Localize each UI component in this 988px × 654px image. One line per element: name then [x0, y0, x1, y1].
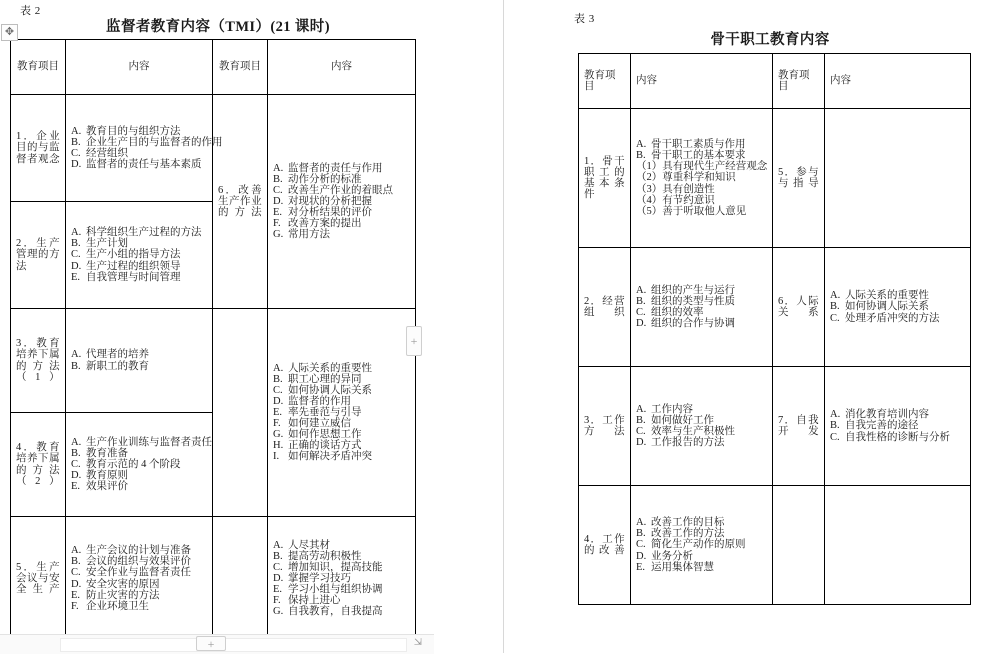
list-marker: C.	[71, 567, 81, 579]
list-text: 自我管理与时间管理	[86, 271, 181, 283]
content-line	[636, 195, 767, 206]
list-text: 有节约意识	[662, 194, 715, 206]
list-marker: I.	[273, 451, 280, 463]
table-header-row	[579, 54, 971, 109]
table-row	[11, 517, 416, 641]
education-item-cell-right[interactable]: 7．自我开发	[773, 367, 825, 486]
list-text: 教育示范的 4 个阶段	[86, 458, 181, 470]
list-marker: C.	[71, 458, 81, 470]
content-line	[71, 227, 207, 238]
list-text: 生产过程的组织领导	[86, 260, 181, 272]
list-text: 自我完善的途径	[845, 420, 919, 432]
content-line	[71, 459, 207, 470]
list-text: 安全作业与监督者责任	[86, 567, 191, 579]
content-cell-right[interactable]	[825, 109, 971, 248]
list-text: 消化教育培训内容	[845, 409, 929, 421]
list-text: 组织的效率	[651, 307, 704, 318]
list-marker: C.	[636, 539, 646, 551]
content-cell[interactable]	[66, 202, 213, 309]
list-marker: C.	[273, 561, 283, 573]
content-line	[273, 229, 410, 240]
list-marker: A.	[636, 517, 647, 529]
list-marker: D.	[636, 437, 647, 449]
content-line	[636, 184, 767, 195]
list-marker: B.	[71, 556, 81, 568]
education-item-cell-right[interactable]	[213, 309, 268, 517]
list-marker: F.	[273, 218, 281, 230]
list-marker: A.	[71, 125, 82, 137]
table-resize-handle-icon[interactable]: ⇲	[413, 637, 423, 648]
content-line	[636, 539, 767, 550]
content-cell-right[interactable]	[825, 486, 971, 605]
list-text: 如何建立威信	[288, 418, 351, 429]
education-item-cell[interactable]: 3．教育培养下属的方法（1）	[11, 309, 66, 413]
list-text: 如何解决矛盾冲突	[288, 451, 372, 463]
table-row	[579, 367, 971, 486]
content-line	[273, 374, 410, 385]
content-line	[71, 556, 207, 567]
content-line	[71, 272, 207, 283]
list-text: 如何做好工作	[651, 414, 714, 426]
list-text: 效率与生产积极性	[651, 426, 735, 437]
content-line	[273, 207, 410, 218]
content-line	[273, 573, 410, 584]
list-text: 骨干职工的基本要求	[651, 150, 746, 162]
list-marker: B.	[273, 373, 283, 385]
content-line	[830, 420, 965, 431]
list-text: 处理矛盾冲突的方法	[845, 312, 940, 324]
list-marker: A.	[71, 227, 82, 239]
list-text: 会议的组织与效果评价	[86, 556, 191, 568]
content-line	[273, 196, 410, 207]
list-text: 人尽其材	[288, 539, 330, 551]
table3-caption: 表 3	[574, 13, 595, 25]
content-line	[273, 584, 410, 595]
list-marker: C.	[273, 184, 283, 196]
list-text: 正确的谈话方式	[288, 440, 362, 452]
list-text: 监督者的作用	[288, 395, 351, 407]
content-line	[830, 409, 965, 420]
list-marker: D.	[273, 395, 284, 407]
list-marker: D.	[636, 318, 647, 330]
content-line	[71, 238, 207, 249]
list-marker: B.	[830, 420, 840, 432]
content-line	[636, 404, 767, 415]
list-text: 生产作业训练与监督者责任	[86, 436, 212, 448]
content-line	[636, 139, 767, 150]
content-line	[71, 349, 207, 360]
content-line	[636, 517, 767, 528]
education-item-cell[interactable]: 2．经营组织	[579, 248, 631, 367]
content-line	[71, 545, 207, 556]
list-text: 监督者的责任与作用	[288, 162, 383, 174]
column-header-3: 内容	[268, 40, 416, 95]
content-line	[636, 206, 767, 217]
list-marker: B.	[71, 360, 81, 372]
content-line	[71, 579, 207, 590]
list-text: 人际关系的重要性	[288, 362, 372, 374]
content-line	[636, 415, 767, 426]
table-row	[11, 95, 416, 202]
list-marker: E.	[273, 207, 283, 218]
education-item-cell[interactable]: 1．骨干职工的基本条件	[579, 109, 631, 248]
content-cell-right[interactable]	[268, 309, 416, 517]
list-marker: （3）	[636, 183, 663, 195]
list-marker: D.	[71, 159, 82, 171]
list-marker: A.	[636, 139, 647, 151]
list-marker: B.	[273, 173, 283, 185]
content-line	[636, 172, 767, 183]
list-text: 教育目的与组织方法	[86, 125, 181, 137]
content-line	[636, 161, 767, 172]
list-text: 常用方法	[288, 229, 330, 241]
list-text: 教育原则	[86, 470, 128, 481]
education-item-cell-right[interactable]	[213, 517, 268, 641]
list-text: 生产会议的计划与准备	[86, 545, 191, 557]
list-text: 改善工作的方法	[651, 528, 725, 540]
table-header-row	[11, 40, 416, 95]
list-marker: C.	[636, 307, 646, 318]
list-text: 如何协调人际关系	[845, 301, 929, 313]
table2-caption: 表 2	[20, 5, 41, 17]
content-line	[273, 451, 410, 462]
content-line	[636, 296, 767, 307]
list-text: 如何协调人际关系	[288, 384, 372, 396]
list-text: 保持上进心	[288, 595, 341, 607]
left-page-pane	[0, 0, 434, 653]
list-marker: A.	[830, 409, 841, 421]
list-text: 企业生产目的与监督者的作用	[86, 136, 223, 148]
list-marker: E.	[71, 271, 81, 283]
education-item-cell[interactable]: 4．工作的改善	[579, 486, 631, 605]
list-text: 防止灾害的方法	[86, 589, 160, 601]
content-line	[71, 470, 207, 481]
list-marker: A.	[636, 403, 647, 415]
list-marker: D.	[71, 470, 82, 481]
content-cell[interactable]	[66, 309, 213, 413]
list-text: 工作报告的方法	[651, 437, 725, 449]
list-text: 自我教育，自我提高	[288, 606, 383, 618]
education-item-cell[interactable]: 3．工作方法	[579, 367, 631, 486]
list-marker: B.	[830, 301, 840, 313]
list-marker: D.	[71, 260, 82, 272]
page-divider	[503, 0, 504, 653]
content-line	[71, 249, 207, 260]
list-marker: E.	[273, 584, 283, 595]
table2[interactable]	[10, 39, 416, 641]
content-line	[273, 606, 410, 617]
list-text: 职工心理的异同	[288, 373, 362, 385]
list-marker: E.	[71, 589, 81, 601]
list-text: 具有现代生产经营观念	[662, 161, 768, 173]
list-text: 增加知识，提高技能	[288, 561, 383, 573]
list-marker: G.	[273, 229, 284, 241]
content-line	[273, 385, 410, 396]
list-text: 效果评价	[86, 481, 128, 493]
education-item-cell-right[interactable]: 5．参与与指导	[773, 109, 825, 248]
list-text: 具有创造性	[662, 183, 715, 195]
list-marker: B.	[273, 550, 283, 562]
content-line	[71, 481, 207, 492]
content-line	[71, 601, 207, 612]
list-marker: A.	[71, 349, 82, 361]
list-marker: B.	[71, 447, 81, 459]
table-move-handle-icon[interactable]: ✥	[1, 24, 18, 41]
list-marker: C.	[830, 431, 840, 443]
list-text: 经营组织	[86, 148, 128, 159]
list-marker: A.	[273, 162, 284, 174]
list-marker: H.	[273, 440, 284, 452]
list-marker: F.	[273, 418, 281, 429]
column-header-2: 教育项目	[213, 40, 268, 95]
column-header-0: 教育项目	[579, 54, 631, 109]
list-text: 工作内容	[651, 403, 693, 415]
content-line	[830, 301, 965, 312]
list-marker: B.	[71, 136, 81, 148]
list-text: 运用集体智慧	[651, 561, 714, 573]
content-cell-right[interactable]	[825, 248, 971, 367]
education-item-cell[interactable]: 4．教育培养下属的方法（2）	[11, 413, 66, 517]
content-line	[273, 218, 410, 229]
content-cell-right[interactable]	[825, 367, 971, 486]
list-marker: B.	[636, 528, 646, 540]
list-marker: A.	[636, 284, 647, 296]
list-text: 企业环境卫生	[86, 600, 149, 612]
content-line	[71, 567, 207, 578]
content-line	[71, 361, 207, 372]
list-marker: D.	[636, 550, 647, 562]
content-cell[interactable]	[631, 109, 773, 248]
list-text: 生产计划	[86, 238, 128, 250]
content-line	[71, 590, 207, 601]
content-line	[273, 562, 410, 573]
list-marker: D.	[273, 195, 284, 207]
education-item-cell-right[interactable]	[773, 486, 825, 605]
list-text: 提高劳动积极性	[288, 550, 362, 562]
list-text: 生产小组的指导方法	[86, 249, 181, 261]
list-text: 代理者的培养	[86, 349, 149, 361]
content-line	[636, 562, 767, 573]
table2-title: 监督者教育内容（TMI）(21 课时)	[106, 19, 330, 35]
content-cell-right[interactable]	[268, 517, 416, 641]
table3-title: 骨干职工教育内容	[710, 32, 830, 48]
list-marker: （4）	[636, 194, 663, 206]
table-row	[579, 109, 971, 248]
add-row-button[interactable]: +	[196, 636, 226, 651]
list-text: 简化生产动作的原则	[651, 539, 746, 551]
list-marker: B.	[71, 238, 81, 250]
content-cell[interactable]	[631, 367, 773, 486]
content-line	[273, 418, 410, 429]
content-line	[830, 432, 965, 443]
list-marker: F.	[71, 600, 79, 612]
list-text: 改善工作的目标	[651, 517, 725, 529]
content-line	[71, 261, 207, 272]
content-line	[636, 285, 767, 296]
list-text: 自我性格的诊断与分析	[845, 431, 950, 443]
content-line	[273, 163, 410, 174]
column-header-0: 教育项目	[11, 40, 66, 95]
list-text: 科学组织生产过程的方法	[86, 227, 202, 239]
content-line	[273, 551, 410, 562]
list-marker: C.	[71, 148, 81, 159]
education-item-cell-right[interactable]: 6．改善生产作业的方法	[213, 95, 268, 309]
content-line	[273, 540, 410, 551]
right-page-pane	[560, 0, 988, 653]
list-text: 人际关系的重要性	[845, 290, 929, 302]
list-marker: A.	[273, 539, 284, 551]
column-header-1: 内容	[631, 54, 773, 109]
list-marker: （2）	[636, 172, 663, 184]
list-marker: B.	[636, 414, 646, 426]
list-text: 改善生产作业的着眼点	[288, 184, 393, 196]
list-marker: C.	[830, 312, 840, 324]
list-marker: A.	[71, 545, 82, 557]
list-marker: D.	[273, 572, 284, 584]
content-line	[636, 551, 767, 562]
list-marker: E.	[71, 481, 81, 493]
list-marker: （1）	[636, 161, 663, 173]
list-marker: A.	[273, 362, 284, 374]
content-line	[636, 426, 767, 437]
content-cell-right[interactable]	[268, 95, 416, 309]
content-line	[273, 185, 410, 196]
list-text: 率先垂范与引导	[288, 406, 362, 418]
list-marker: （5）	[636, 205, 663, 217]
list-text: 改善方案的提出	[288, 218, 362, 230]
content-line	[71, 436, 212, 448]
content-line	[71, 148, 207, 159]
list-marker: G.	[273, 606, 284, 618]
content-line	[636, 150, 767, 161]
list-text: 尊重科学和知识	[662, 172, 736, 184]
table3[interactable]	[578, 53, 971, 605]
table-row	[579, 486, 971, 605]
content-line	[273, 429, 410, 440]
list-marker: A.	[830, 290, 841, 302]
content-line	[71, 136, 223, 148]
list-text: 新职工的教育	[86, 360, 149, 372]
content-line	[636, 437, 767, 448]
education-item-cell-right[interactable]: 6．人际关系	[773, 248, 825, 367]
list-marker: E.	[636, 561, 646, 573]
content-line	[273, 396, 410, 407]
list-text: 教育准备	[86, 447, 128, 459]
list-marker: G.	[273, 429, 284, 441]
content-line	[273, 407, 410, 418]
list-text: 骨干职工素质与作用	[651, 139, 746, 151]
content-cell[interactable]	[631, 248, 773, 367]
list-text: 监督者的责任与基本素质	[86, 159, 202, 171]
content-line	[273, 174, 410, 185]
bottom-field	[60, 638, 407, 652]
list-marker: D.	[71, 578, 82, 590]
add-column-button[interactable]: +	[406, 326, 422, 356]
table-row	[11, 309, 416, 413]
list-marker: F.	[273, 595, 281, 607]
content-line	[71, 448, 207, 459]
list-text: 对现状的分析把握	[288, 195, 372, 207]
list-text: 组织的产生与运行	[651, 284, 735, 296]
content-line	[830, 290, 965, 301]
list-text: 业务分析	[651, 550, 693, 562]
list-marker: C.	[273, 384, 283, 396]
list-marker: C.	[636, 426, 646, 437]
list-marker: C.	[71, 249, 81, 261]
list-text: 安全灾害的原因	[86, 578, 160, 590]
content-line	[71, 159, 207, 170]
list-text: 对分析结果的评价	[288, 207, 372, 218]
list-marker: B.	[636, 150, 646, 162]
list-text: 学习小组与组织协调	[288, 584, 383, 595]
content-line	[273, 595, 410, 606]
column-header-2: 教育项目	[773, 54, 825, 109]
content-line	[830, 313, 965, 324]
list-text: 掌握学习技巧	[288, 572, 351, 584]
column-header-1: 内容	[66, 40, 213, 95]
content-line	[636, 318, 767, 329]
list-text: 动作分析的标准	[288, 173, 362, 185]
education-item-cell[interactable]: 5．生产会议与安全生产	[11, 517, 66, 641]
content-cell[interactable]	[66, 95, 223, 202]
education-item-cell[interactable]: 2．生产管理的方法	[11, 202, 66, 309]
education-item-cell[interactable]: 1．企业目的与监督者观念	[11, 95, 66, 202]
content-cell[interactable]	[66, 413, 213, 517]
content-line	[636, 307, 767, 318]
content-line	[71, 126, 207, 137]
list-marker: E.	[273, 406, 283, 418]
list-text: 如何作思想工作	[288, 429, 362, 441]
list-marker: B.	[636, 295, 646, 307]
column-header-3: 内容	[825, 54, 971, 109]
content-line	[273, 440, 410, 451]
content-cell[interactable]	[66, 517, 213, 641]
list-marker: A.	[71, 436, 82, 448]
content-cell[interactable]	[631, 486, 773, 605]
list-text: 组织的类型与性质	[651, 295, 735, 307]
table-row	[579, 248, 971, 367]
list-text: 组织的合作与协调	[651, 318, 735, 330]
content-line	[273, 363, 410, 374]
list-text: 善于听取他人意见	[662, 205, 747, 217]
content-line	[636, 528, 767, 539]
